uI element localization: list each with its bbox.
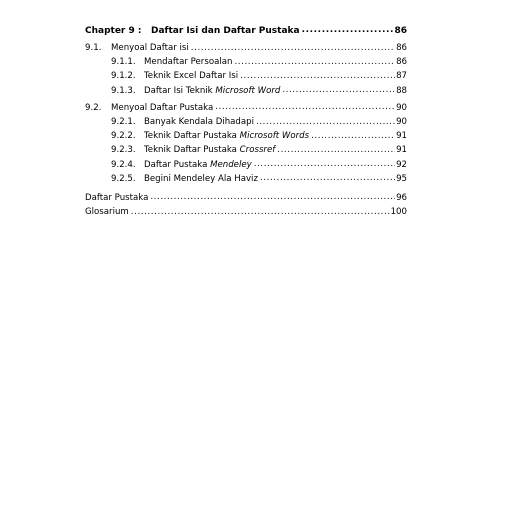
toc-chapter-entry	[85, 24, 407, 38]
dot-leader	[131, 205, 390, 219]
subsection-number: 9.1.2.	[111, 71, 136, 82]
subsection-title: Daftar Pustaka Mendeley	[144, 159, 252, 170]
section-number: 9.1.	[85, 43, 102, 53]
subsection-page-number: 92	[396, 159, 407, 170]
dot-leader	[282, 84, 395, 98]
subsection-page-number: 87	[396, 71, 407, 82]
dot-leader	[311, 129, 395, 143]
subsection-number: 9.1.3.	[111, 85, 136, 96]
dot-leader	[302, 24, 394, 38]
subsection-number: 9.1.1.	[111, 57, 136, 68]
toc-subsection-entry	[85, 158, 407, 172]
section-title: Menyoal Daftar Pustaka	[111, 102, 214, 113]
toc-backmatter-entry	[85, 191, 407, 205]
dot-leader	[150, 191, 395, 205]
dot-leader	[215, 101, 395, 115]
subsection-title: Banyak Kendala Dihadapi	[144, 116, 254, 127]
toc-subsection-entry	[85, 172, 407, 186]
toc-subsection-entry	[85, 69, 407, 83]
subsection-page-number: 88	[396, 85, 407, 96]
dot-leader	[260, 172, 395, 186]
subsection-number: 9.2.3.	[111, 145, 136, 156]
toc-backmatter-entry	[85, 205, 407, 219]
subsection-title: Daftar Isi Teknik Microsoft Word	[144, 85, 281, 96]
subsection-number: 9.2.5.	[111, 173, 136, 184]
subsection-number: 9.2.4.	[111, 159, 136, 170]
section-page-number: 86	[396, 43, 407, 53]
backmatter-title: Daftar Pustaka	[85, 192, 149, 203]
subsection-page-number: 91	[396, 145, 407, 156]
backmatter-title: Glosarium	[85, 207, 129, 218]
table-of-contents	[85, 24, 407, 219]
dot-leader	[277, 143, 395, 157]
subsection-page-number: 91	[396, 131, 407, 142]
section-number: 9.2.	[85, 102, 102, 113]
subsection-title: Teknik Daftar Pustaka Crossref	[144, 145, 276, 156]
toc-subsection-entry	[85, 84, 407, 98]
toc-subsection-entry	[85, 55, 407, 69]
toc-subsection-entry	[85, 143, 407, 157]
subsection-title: Mendaftar Persoalan	[144, 57, 233, 68]
subsection-title: Teknik Daftar Pustaka Microsoft Words	[144, 131, 310, 142]
subsection-title: Teknik Excel Daftar Isi	[144, 71, 239, 82]
toc-subsection-entry	[85, 129, 407, 143]
chapter-title: Daftar Isi dan Daftar Pustaka	[151, 26, 300, 36]
dot-leader	[240, 69, 395, 83]
toc-section-entry	[85, 101, 407, 115]
subsection-number: 9.2.1.	[111, 116, 136, 127]
dot-leader	[191, 41, 395, 55]
subsection-page-number: 86	[396, 57, 407, 68]
dot-leader	[234, 55, 395, 69]
subsection-number: 9.2.2.	[111, 131, 136, 142]
subsection-title: Begini Mendeley Ala Haviz	[144, 173, 258, 184]
backmatter-page-number: 96	[396, 192, 407, 203]
dot-leader	[254, 158, 395, 172]
chapter-page-number: 86	[394, 26, 407, 36]
toc-section-entry	[85, 41, 407, 55]
backmatter-page-number: 100	[390, 207, 407, 218]
subsection-page-number: 90	[396, 116, 407, 127]
section-title: Menyoal Daftar isi	[111, 43, 189, 53]
subsection-page-number: 95	[396, 173, 407, 184]
toc-subsection-entry	[85, 115, 407, 129]
dot-leader	[256, 115, 395, 129]
chapter-number: Chapter 9 :	[85, 26, 142, 36]
section-page-number: 90	[396, 102, 407, 113]
